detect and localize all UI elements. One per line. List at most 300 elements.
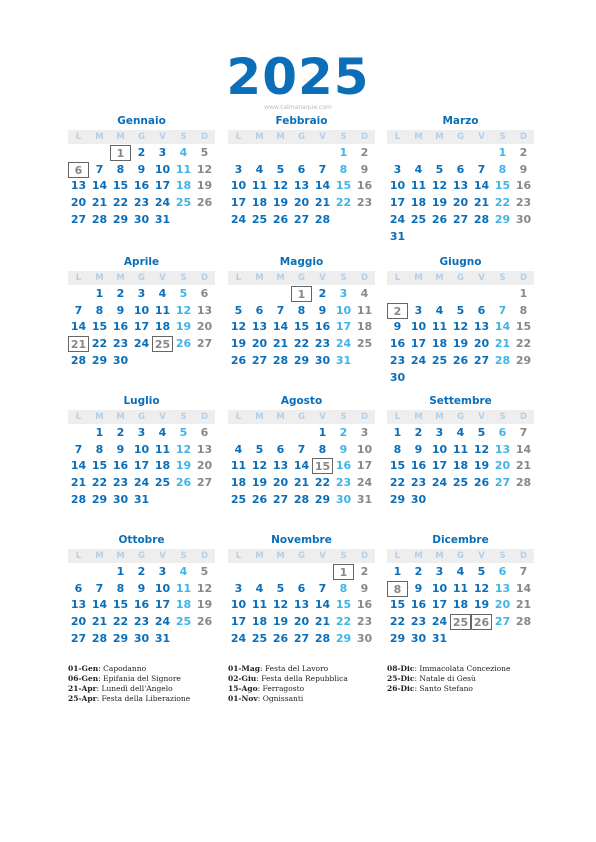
day-cell: 5 bbox=[179, 426, 188, 439]
day-cell: 25 bbox=[154, 476, 171, 490]
day-cell: 23 bbox=[410, 615, 427, 629]
day-cell: 6 bbox=[74, 581, 83, 595]
weekday-header: G bbox=[457, 412, 464, 422]
day-cell: 9 bbox=[414, 581, 423, 595]
day-cell: 9 bbox=[393, 320, 402, 334]
day-cell: 27 bbox=[70, 631, 87, 645]
day-cell: 12 bbox=[452, 320, 469, 334]
weekday-header: D bbox=[200, 273, 209, 283]
weekday-header: L bbox=[394, 551, 401, 561]
day-cell: 10 bbox=[335, 303, 352, 317]
day-cell: 24 bbox=[154, 196, 171, 210]
day-cell: 25 bbox=[175, 615, 192, 629]
month-name: Giugno bbox=[439, 256, 482, 268]
month-name: Gennaio bbox=[117, 115, 166, 127]
weekday-header: D bbox=[360, 412, 369, 422]
day-cell: 24 bbox=[230, 212, 247, 226]
day-cell: 16 bbox=[133, 179, 150, 193]
day-cell: 14 bbox=[70, 320, 87, 334]
day-cell: 23 bbox=[112, 337, 129, 351]
weekday-header: G bbox=[298, 273, 305, 283]
day-cell: 2 bbox=[116, 287, 125, 300]
weekday-header: L bbox=[75, 132, 82, 142]
day-cell: 3 bbox=[435, 565, 444, 578]
day-cell: 13 bbox=[272, 459, 289, 473]
month-agosto bbox=[228, 394, 375, 524]
day-cell: 13 bbox=[70, 179, 87, 193]
day-cell: 12 bbox=[175, 303, 192, 317]
day-cell: 18 bbox=[175, 598, 192, 612]
day-cell: 21 bbox=[70, 476, 87, 490]
day-cell: 11 bbox=[230, 459, 247, 473]
month-name: Luglio bbox=[123, 395, 160, 407]
day-cell: 10 bbox=[154, 162, 171, 176]
weekday-header: M bbox=[116, 132, 125, 142]
weekday-header: S bbox=[180, 273, 187, 283]
day-cell: 26 bbox=[196, 196, 213, 210]
day-cell: 25 bbox=[410, 212, 427, 226]
month-gennaio bbox=[68, 114, 215, 244]
holiday-day: 26 bbox=[471, 614, 492, 630]
month-settembre bbox=[387, 394, 534, 524]
holiday-date: 15-Ago bbox=[228, 684, 258, 693]
weekday-header-row bbox=[68, 410, 215, 424]
weekday-header-row bbox=[228, 130, 375, 144]
day-cell: 5 bbox=[276, 581, 285, 595]
day-cell: 23 bbox=[410, 476, 427, 490]
day-cell: 20 bbox=[196, 320, 213, 334]
day-cell: 9 bbox=[519, 162, 528, 176]
weekday-header: S bbox=[180, 551, 187, 561]
holiday-entry: 21-Apr: Lunedì dell'Angelo bbox=[68, 684, 173, 693]
day-cell: 30 bbox=[515, 212, 532, 226]
day-cell: 2 bbox=[360, 565, 369, 578]
day-cell: 31 bbox=[356, 492, 373, 506]
day-cell: 29 bbox=[91, 353, 108, 367]
day-cell: 11 bbox=[410, 179, 427, 193]
day-cell: 23 bbox=[515, 196, 532, 210]
day-cell: 1 bbox=[318, 426, 327, 439]
day-cell: 26 bbox=[175, 337, 192, 351]
weekday-header-row bbox=[387, 410, 534, 424]
day-cell: 12 bbox=[196, 581, 213, 595]
day-cell: 27 bbox=[196, 476, 213, 490]
day-cell: 26 bbox=[452, 353, 469, 367]
day-cell: 14 bbox=[515, 581, 532, 595]
weekday-header: G bbox=[298, 551, 305, 561]
day-cell: 4 bbox=[456, 426, 465, 439]
day-cell: 18 bbox=[251, 196, 268, 210]
weekday-header: M bbox=[95, 273, 104, 283]
weekday-header: L bbox=[394, 273, 401, 283]
day-cell: 13 bbox=[452, 179, 469, 193]
weekday-header: M bbox=[255, 551, 264, 561]
holiday-day: 1 bbox=[110, 145, 131, 161]
day-cell: 9 bbox=[414, 442, 423, 456]
day-cell: 5 bbox=[179, 287, 188, 300]
day-cell: 20 bbox=[494, 598, 511, 612]
day-cell: 2 bbox=[137, 565, 146, 578]
weekday-header: M bbox=[95, 412, 104, 422]
weekday-header: M bbox=[435, 273, 444, 283]
day-cell: 19 bbox=[196, 598, 213, 612]
weekday-header: D bbox=[200, 412, 209, 422]
day-cell: 16 bbox=[410, 598, 427, 612]
weekday-header: D bbox=[519, 132, 528, 142]
weekday-header: G bbox=[457, 132, 464, 142]
day-cell: 12 bbox=[473, 442, 490, 456]
day-cell: 31 bbox=[133, 492, 150, 506]
day-cell: 11 bbox=[431, 320, 448, 334]
day-cell: 21 bbox=[515, 459, 532, 473]
day-cell: 18 bbox=[452, 459, 469, 473]
day-cell: 21 bbox=[272, 337, 289, 351]
day-cell: 25 bbox=[251, 631, 268, 645]
weekday-header: M bbox=[414, 273, 423, 283]
day-cell: 12 bbox=[230, 320, 247, 334]
day-cell: 8 bbox=[297, 303, 306, 317]
day-cell: 26 bbox=[431, 212, 448, 226]
weekday-header: L bbox=[394, 132, 401, 142]
day-cell: 12 bbox=[473, 581, 490, 595]
day-cell: 8 bbox=[116, 162, 125, 176]
day-cell: 16 bbox=[515, 179, 532, 193]
day-cell: 28 bbox=[494, 353, 511, 367]
day-cell: 24 bbox=[133, 476, 150, 490]
day-cell: 1 bbox=[95, 426, 104, 439]
day-cell: 30 bbox=[112, 492, 129, 506]
weekday-header: S bbox=[340, 412, 347, 422]
month-name: Dicembre bbox=[432, 534, 489, 546]
day-cell: 4 bbox=[360, 287, 369, 300]
day-cell: 14 bbox=[314, 598, 331, 612]
day-cell: 16 bbox=[410, 459, 427, 473]
weekday-header: V bbox=[159, 132, 166, 142]
day-cell: 25 bbox=[431, 353, 448, 367]
day-cell: 20 bbox=[293, 196, 310, 210]
day-cell: 14 bbox=[272, 320, 289, 334]
day-cell: 31 bbox=[389, 229, 406, 243]
weekday-header: D bbox=[360, 273, 369, 283]
weekday-header: L bbox=[235, 132, 242, 142]
day-cell: 22 bbox=[335, 615, 352, 629]
day-cell: 3 bbox=[137, 426, 146, 439]
weekday-header: M bbox=[255, 273, 264, 283]
day-cell: 18 bbox=[452, 598, 469, 612]
day-cell: 7 bbox=[276, 303, 285, 317]
holiday-name: Ferragosto bbox=[262, 684, 305, 693]
day-cell: 4 bbox=[158, 426, 167, 439]
day-cell: 1 bbox=[95, 287, 104, 300]
day-cell: 14 bbox=[515, 442, 532, 456]
day-cell: 4 bbox=[179, 146, 188, 159]
day-cell: 8 bbox=[519, 303, 528, 317]
weekday-header: S bbox=[180, 412, 187, 422]
day-cell: 9 bbox=[339, 442, 348, 456]
weekday-header: M bbox=[276, 273, 285, 283]
holiday-entry: 06-Gen: Epifania del Signore bbox=[68, 674, 181, 683]
weekday-header-row bbox=[387, 271, 534, 285]
day-cell: 8 bbox=[116, 581, 125, 595]
day-cell: 24 bbox=[389, 212, 406, 226]
day-cell: 11 bbox=[154, 303, 171, 317]
day-cell: 3 bbox=[234, 581, 243, 595]
day-cell: 19 bbox=[473, 598, 490, 612]
holiday-name: Epifania del Signore bbox=[103, 674, 181, 683]
day-cell: 28 bbox=[91, 631, 108, 645]
day-cell: 23 bbox=[335, 476, 352, 490]
day-cell: 7 bbox=[519, 426, 528, 439]
day-cell: 30 bbox=[133, 631, 150, 645]
day-cell: 18 bbox=[356, 320, 373, 334]
holiday-name: Capodanno bbox=[103, 664, 147, 673]
holiday-entry: 25-Dic: Natale di Gesù bbox=[387, 674, 476, 683]
website-url: www.calmanaque.com bbox=[264, 104, 332, 111]
day-cell: 11 bbox=[452, 581, 469, 595]
weekday-header-row bbox=[228, 410, 375, 424]
month-name: Ottobre bbox=[118, 534, 165, 546]
weekday-header: L bbox=[75, 551, 82, 561]
day-cell: 22 bbox=[112, 196, 129, 210]
day-cell: 2 bbox=[116, 426, 125, 439]
day-cell: 12 bbox=[175, 442, 192, 456]
weekday-header: G bbox=[457, 273, 464, 283]
day-cell: 11 bbox=[251, 179, 268, 193]
day-cell: 11 bbox=[356, 303, 373, 317]
day-cell: 19 bbox=[272, 615, 289, 629]
day-cell: 30 bbox=[356, 631, 373, 645]
day-cell: 10 bbox=[431, 442, 448, 456]
day-cell: 2 bbox=[414, 565, 423, 578]
holiday-list-2 bbox=[228, 664, 408, 704]
weekday-header: M bbox=[414, 551, 423, 561]
day-cell: 3 bbox=[360, 426, 369, 439]
day-cell: 7 bbox=[498, 303, 507, 317]
day-cell: 15 bbox=[389, 598, 406, 612]
day-cell: 1 bbox=[339, 146, 348, 159]
day-cell: 3 bbox=[158, 565, 167, 578]
weekday-header: S bbox=[340, 551, 347, 561]
weekday-header: V bbox=[478, 273, 485, 283]
day-cell: 4 bbox=[414, 162, 423, 176]
holiday-entry: 01-Mag: Festa del Lavoro bbox=[228, 664, 329, 673]
day-cell: 4 bbox=[456, 565, 465, 578]
day-cell: 13 bbox=[251, 320, 268, 334]
day-cell: 16 bbox=[314, 320, 331, 334]
day-cell: 28 bbox=[473, 212, 490, 226]
day-cell: 24 bbox=[335, 337, 352, 351]
day-cell: 28 bbox=[70, 492, 87, 506]
day-cell: 3 bbox=[414, 303, 423, 317]
day-cell: 30 bbox=[335, 492, 352, 506]
month-name: Novembre bbox=[271, 534, 332, 546]
weekday-header: V bbox=[319, 273, 326, 283]
weekday-header: G bbox=[138, 551, 145, 561]
month-name: Maggio bbox=[279, 256, 324, 268]
holiday-list-1 bbox=[68, 664, 248, 704]
day-cell: 24 bbox=[431, 615, 448, 629]
weekday-header: D bbox=[519, 273, 528, 283]
day-cell: 25 bbox=[251, 212, 268, 226]
holiday-day: 25 bbox=[450, 614, 471, 630]
day-cell: 17 bbox=[356, 459, 373, 473]
day-cell: 17 bbox=[431, 598, 448, 612]
day-cell: 23 bbox=[133, 196, 150, 210]
day-cell: 24 bbox=[230, 631, 247, 645]
day-cell: 20 bbox=[452, 196, 469, 210]
day-cell: 23 bbox=[356, 615, 373, 629]
weekday-header: V bbox=[159, 412, 166, 422]
day-cell: 28 bbox=[70, 353, 87, 367]
day-cell: 8 bbox=[498, 162, 507, 176]
day-cell: 27 bbox=[452, 212, 469, 226]
month-aprile bbox=[68, 255, 215, 385]
day-cell: 3 bbox=[339, 287, 348, 300]
day-cell: 27 bbox=[251, 353, 268, 367]
day-cell: 13 bbox=[293, 179, 310, 193]
weekday-header: V bbox=[319, 551, 326, 561]
day-cell: 14 bbox=[70, 459, 87, 473]
day-cell: 24 bbox=[410, 353, 427, 367]
weekday-header: D bbox=[360, 132, 369, 142]
day-cell: 18 bbox=[154, 459, 171, 473]
day-cell: 22 bbox=[91, 337, 108, 351]
holiday-name: Santo Stefano bbox=[419, 684, 473, 693]
day-cell: 25 bbox=[452, 476, 469, 490]
day-cell: 7 bbox=[297, 442, 306, 456]
day-cell: 23 bbox=[389, 353, 406, 367]
day-cell: 31 bbox=[431, 631, 448, 645]
day-cell: 4 bbox=[435, 303, 444, 317]
day-cell: 28 bbox=[314, 212, 331, 226]
day-cell: 19 bbox=[175, 320, 192, 334]
day-cell: 29 bbox=[389, 492, 406, 506]
month-novembre bbox=[228, 533, 375, 663]
day-cell: 22 bbox=[389, 615, 406, 629]
holiday-date: 06-Gen bbox=[68, 674, 99, 683]
weekday-header: S bbox=[499, 412, 506, 422]
day-cell: 6 bbox=[276, 442, 285, 456]
day-cell: 15 bbox=[515, 320, 532, 334]
day-cell: 22 bbox=[112, 615, 129, 629]
holiday-date: 01-Mag bbox=[228, 664, 260, 673]
day-cell: 4 bbox=[179, 565, 188, 578]
day-cell: 12 bbox=[196, 162, 213, 176]
day-cell: 21 bbox=[293, 476, 310, 490]
day-cell: 15 bbox=[494, 179, 511, 193]
holiday-date: 08-Dic bbox=[387, 664, 415, 673]
holiday-name: Natale di Gesù bbox=[419, 674, 476, 683]
day-cell: 17 bbox=[133, 459, 150, 473]
day-cell: 15 bbox=[112, 179, 129, 193]
day-cell: 14 bbox=[494, 320, 511, 334]
weekday-header: L bbox=[75, 273, 82, 283]
day-cell: 29 bbox=[515, 353, 532, 367]
day-cell: 5 bbox=[477, 565, 486, 578]
day-cell: 9 bbox=[318, 303, 327, 317]
day-cell: 18 bbox=[230, 476, 247, 490]
day-cell: 5 bbox=[276, 162, 285, 176]
holiday-entry: 01-Nov: Ognissanti bbox=[228, 694, 304, 703]
day-cell: 4 bbox=[158, 287, 167, 300]
day-cell: 14 bbox=[314, 179, 331, 193]
day-cell: 26 bbox=[230, 353, 247, 367]
day-cell: 29 bbox=[494, 212, 511, 226]
day-cell: 15 bbox=[91, 320, 108, 334]
weekday-header: M bbox=[276, 412, 285, 422]
weekday-header: S bbox=[499, 273, 506, 283]
day-cell: 3 bbox=[158, 146, 167, 159]
month-name: Febbraio bbox=[275, 115, 328, 127]
day-cell: 17 bbox=[154, 179, 171, 193]
day-cell: 6 bbox=[297, 581, 306, 595]
weekday-header: V bbox=[159, 273, 166, 283]
day-cell: 7 bbox=[74, 303, 83, 317]
day-cell: 27 bbox=[196, 337, 213, 351]
weekday-header: M bbox=[414, 412, 423, 422]
day-cell: 5 bbox=[435, 162, 444, 176]
day-cell: 2 bbox=[318, 287, 327, 300]
day-cell: 25 bbox=[230, 492, 247, 506]
day-cell: 11 bbox=[175, 581, 192, 595]
day-cell: 19 bbox=[196, 179, 213, 193]
day-cell: 1 bbox=[498, 146, 507, 159]
holiday-day: 15 bbox=[312, 458, 333, 474]
day-cell: 19 bbox=[230, 337, 247, 351]
day-cell: 17 bbox=[335, 320, 352, 334]
weekday-header: L bbox=[235, 412, 242, 422]
day-cell: 9 bbox=[137, 162, 146, 176]
day-cell: 6 bbox=[200, 287, 209, 300]
day-cell: 23 bbox=[314, 337, 331, 351]
day-cell: 10 bbox=[410, 320, 427, 334]
day-cell: 14 bbox=[293, 459, 310, 473]
day-cell: 27 bbox=[70, 212, 87, 226]
day-cell: 24 bbox=[133, 337, 150, 351]
weekday-header-row bbox=[228, 271, 375, 285]
day-cell: 7 bbox=[95, 581, 104, 595]
weekday-header: S bbox=[340, 273, 347, 283]
day-cell: 13 bbox=[293, 598, 310, 612]
day-cell: 26 bbox=[196, 615, 213, 629]
day-cell: 18 bbox=[431, 337, 448, 351]
day-cell: 17 bbox=[230, 615, 247, 629]
day-cell: 28 bbox=[314, 631, 331, 645]
day-cell: 29 bbox=[91, 492, 108, 506]
day-cell: 30 bbox=[314, 353, 331, 367]
day-cell: 21 bbox=[91, 615, 108, 629]
weekday-header: G bbox=[457, 551, 464, 561]
day-cell: 29 bbox=[112, 212, 129, 226]
day-cell: 10 bbox=[356, 442, 373, 456]
day-cell: 11 bbox=[452, 442, 469, 456]
holiday-entry: 01-Gen: Capodanno bbox=[68, 664, 147, 673]
weekday-header: S bbox=[340, 132, 347, 142]
day-cell: 26 bbox=[251, 492, 268, 506]
day-cell: 19 bbox=[272, 196, 289, 210]
day-cell: 25 bbox=[175, 196, 192, 210]
holiday-name: Festa del Lavoro bbox=[264, 664, 329, 673]
day-cell: 21 bbox=[515, 598, 532, 612]
day-cell: 28 bbox=[293, 492, 310, 506]
day-cell: 27 bbox=[293, 631, 310, 645]
weekday-header-row bbox=[387, 130, 534, 144]
weekday-header: M bbox=[95, 551, 104, 561]
day-cell: 7 bbox=[318, 162, 327, 176]
day-cell: 8 bbox=[95, 442, 104, 456]
weekday-header: M bbox=[435, 132, 444, 142]
day-cell: 5 bbox=[200, 146, 209, 159]
